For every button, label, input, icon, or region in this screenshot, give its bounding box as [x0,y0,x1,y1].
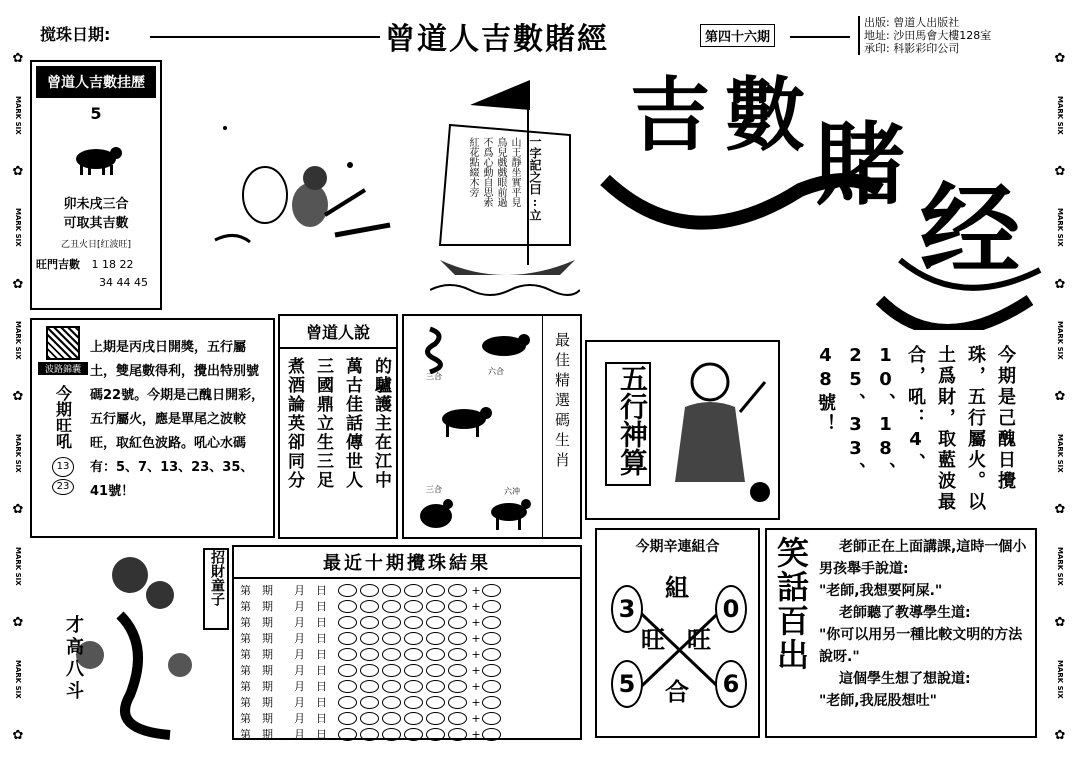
ball-slot [448,680,467,693]
flower-icon: ✿ [1054,51,1066,66]
history-label: 月 [294,728,305,741]
plus-sign: + [471,695,481,709]
ball-slot [448,664,467,677]
ball-slot [338,664,357,677]
border-mark-text: MARK SIX [1056,321,1064,360]
ball-slot [448,712,467,725]
ball-slot [426,664,445,677]
plus-sign: + [471,583,481,597]
ball-slot [426,712,445,725]
lucky-calendar-panel [30,60,162,310]
border-mark-text: MARK SIX [14,321,22,360]
ball-slot [448,648,467,661]
ball-slot [404,584,423,597]
history-row [240,694,574,710]
plus-sign: + [471,679,481,693]
zodiac-side-text: 最佳精選碼生肖 [553,332,571,472]
ball-slot [360,632,379,645]
history-table [232,545,582,740]
wave-heading: 今期旺吼 [53,385,73,449]
kid-caption: 才高八斗 [63,615,84,703]
history-label: 日 [316,600,327,613]
draw-date-label: 搅珠日期: [40,25,111,44]
history-label: 月 [294,600,305,613]
history-label: 期 [262,664,273,677]
lucky-row1: 1 18 22 [91,258,134,271]
border-mark-text: MARK SIX [1056,546,1064,586]
left-border-strip [8,52,28,742]
calendar-line2: 可取其吉數 [63,216,129,231]
special-ball-slot [482,632,501,645]
special-ball-slot [482,664,501,677]
history-label: 月 [294,648,305,661]
wave-label: 波路錦囊 [38,362,88,375]
plus-sign: + [471,599,481,613]
border-mark-text: MARK SIX [14,546,22,586]
flower-icon: ✿ [12,615,24,631]
flower-icon: ✿ [1054,502,1066,518]
ball-slot [360,584,379,597]
plus-sign: + [471,631,481,645]
history-label: 第 [240,664,251,677]
history-row [240,582,574,598]
special-ball-slot [482,616,501,629]
ball-slot [360,616,379,629]
history-label: 日 [316,648,327,661]
special-ball-slot [482,712,501,725]
header-rule [150,36,380,38]
zodiac-label-3: 三合 [426,485,442,494]
printer: 承印: 科影彩印公司 [864,42,960,55]
header-rule [790,36,850,38]
history-row [240,630,574,646]
joke-panel [765,528,1037,738]
sail-poem-1: 山王靜坐實平見 [509,137,520,207]
zodiac-label-2: 六合 [488,367,504,376]
combo-char-right: 旺 [687,625,711,654]
ox-icon [66,137,126,177]
special-ball-slot [482,648,501,661]
joke-text-2: 老師聽了教導學生道: [839,605,971,621]
history-label: 第 [240,728,251,741]
ball-slot [426,616,445,629]
history-label: 第 [240,584,251,597]
history-title: 最近十期攪珠結果 [234,547,580,579]
combo-char-top: 組 [665,573,689,602]
ball-slot [448,616,467,629]
border-mark-text: MARK SIX [1056,208,1064,248]
lucky-ball-1: 13 [52,457,74,477]
ball-slot [382,616,401,629]
ball-slot [404,712,423,725]
publisher: 出版: 曾道人出版社 [864,16,960,29]
ball-slot [360,600,379,613]
ball-slot [426,728,445,741]
flower-icon: ✿ [12,502,24,518]
history-label: 日 [316,584,327,597]
history-row [240,710,574,726]
joke-title: 笑話百出 [772,536,810,672]
ox-icon [434,401,494,441]
history-label: 日 [316,712,327,725]
zeng-column-2: 萬古佳話傳世人 [342,357,362,490]
combo-number-3: 5 [611,660,643,708]
ball-slot [338,712,357,725]
border-mark-text: MARK SIX [14,659,22,699]
history-label: 期 [262,648,273,661]
ball-slot [448,728,467,741]
joke-quote-3: "老師,我屁股想吐" [819,693,937,709]
ball-slot [338,728,357,741]
history-label: 期 [262,728,273,741]
ball-slot [382,584,401,597]
ball-slot [382,632,401,645]
ball-slot [448,600,467,613]
publisher-info [858,16,991,55]
ball-slot [448,584,467,597]
ball-slot [426,648,445,661]
history-row [240,598,574,614]
wuxing-panel [585,340,780,520]
border-mark-text: MARK SIX [1056,434,1064,473]
joke-quote-2: "你可以用另一種比較文明的方法說呀." [819,627,1023,665]
special-ball-slot [482,600,501,613]
combo-number-1: 3 [611,585,643,633]
issue-number: 第四十六期 [700,24,775,47]
wave-tips-panel [30,318,275,538]
border-mark-text: MARK SIX [1056,659,1064,699]
combo-number-4: 6 [715,660,747,708]
deity-figure [655,352,775,512]
zeng-column-1: 的驢護主在江中 [371,357,391,490]
history-label: 期 [262,600,273,613]
combo-number-2: 0 [715,585,747,633]
history-label: 日 [316,664,327,677]
goat-icon [484,494,534,534]
ball-slot [404,680,423,693]
history-label: 月 [294,616,305,629]
special-ball-slot [482,584,501,597]
history-label: 日 [316,632,327,645]
flower-icon: ✿ [12,276,24,292]
ball-slot [382,728,401,741]
ball-slot [404,648,423,661]
monkey-illustration [205,110,395,260]
history-row [240,614,574,630]
zeng-says-title: 曾道人說 [280,316,396,349]
ball-slot [404,664,423,677]
zeng-column-4: 煮酒論英卻同分 [284,357,304,490]
border-mark-text: MARK SIX [14,208,22,248]
rooster-icon [414,494,459,534]
ball-slot [426,600,445,613]
history-label: 第 [240,648,251,661]
flower-icon: ✿ [12,51,24,66]
history-row [240,678,574,694]
calendar-number: 5 [90,104,102,123]
history-label: 期 [262,632,273,645]
ball-slot [382,680,401,693]
history-label: 第 [240,616,251,629]
lucky-ball-2: 23 [52,479,74,495]
combo-panel [595,528,760,738]
history-label: 第 [240,696,251,709]
sail-poem-2: 鳥兒戲戲眼前過 [495,137,506,207]
sailboat-panel [430,75,580,300]
ball-slot [382,664,401,677]
ball-slot [360,712,379,725]
title-char-shu: 數 [725,68,805,162]
history-label: 日 [316,616,327,629]
special-ball-slot [482,696,501,709]
zodiac-label-4: 六冲 [504,487,520,496]
calendar-line1: 卯未戌三合 [63,197,129,212]
ball-slot [404,616,423,629]
flower-icon: ✿ [1054,615,1066,631]
ball-slot [382,696,401,709]
history-label: 月 [294,696,305,709]
history-label: 月 [294,584,305,597]
history-label: 第 [240,632,251,645]
page-title: 曾道人吉數賭經 [385,22,609,57]
lucky-kid-panel [30,545,210,740]
plus-sign: + [471,727,481,741]
joke-quote-1: "老師,我想要阿屎." [819,583,943,599]
border-mark-text: MARK SIX [14,434,22,473]
ball-slot [426,680,445,693]
history-label: 日 [316,680,327,693]
joke-text-1: 老師正在上面講課,這時一個小男孩舉手說道: [819,539,1027,577]
flower-icon: ✿ [12,389,24,405]
zeng-says-panel [278,314,398,539]
ball-slot [426,696,445,709]
flower-icon: ✿ [12,727,24,743]
ball-slot [404,632,423,645]
ball-slot [338,584,357,597]
sail-title: 一字記之曰:立 [528,135,542,221]
lucky-row2: 34 44 45 [99,276,148,289]
zeng-column-3: 三國鼎立生三足 [313,357,333,490]
ball-slot [338,616,357,629]
combo-char-left: 旺 [641,625,665,654]
wave-text: 上期是丙戌日開獎，五行屬土，雙尾數得利，攪出特別號碼22號。今期是己醜日開彩，五行屬火，應是單尾之波較旺，取紅色波路。吼心水碼有：5、7、13、23、35、41號！ [90,340,265,499]
title-char-du: 賭 [815,112,905,218]
lucky-label: 旺門吉數 [36,258,80,271]
joke-text-3: 這個學生想了想說道: [839,671,971,687]
calendar-line3: 乙丑火日[红波旺] [60,240,132,250]
address: 地址: 沙田馬會大樓128室 [864,29,992,42]
ball-slot [338,632,357,645]
flower-icon: ✿ [1054,163,1066,179]
ball-slot [338,696,357,709]
ball-slot [360,680,379,693]
ball-slot [448,696,467,709]
ball-slot [426,632,445,645]
kid-label: 招財童子 [203,548,229,630]
ball-slot [382,648,401,661]
flower-icon: ✿ [12,163,24,179]
plus-sign: + [471,647,481,661]
combo-char-bottom: 合 [665,677,689,706]
sail-poem-3: 不爲心動自思索 [481,137,492,207]
big-title-block [600,60,1045,330]
calendar-title: 曾道人吉數挂歷 [36,66,156,98]
combo-title: 今期辛連組合 [635,539,720,555]
history-label: 月 [294,680,305,693]
sail-poem-4: 紅花點綴木旁 [467,137,478,197]
history-label: 日 [316,728,327,741]
flower-icon: ✿ [1054,276,1066,292]
right-border-strip [1050,52,1070,742]
history-label: 第 [240,712,251,725]
zodiac-panel [402,314,582,539]
ball-slot [448,632,467,645]
special-ball-slot [482,728,501,741]
history-row [240,726,574,742]
plus-sign: + [471,615,481,629]
history-label: 期 [262,616,273,629]
history-label: 日 [316,696,327,709]
ball-slot [404,728,423,741]
history-label: 月 [294,712,305,725]
rat-icon [474,326,534,361]
history-row [240,662,574,678]
flower-icon: ✿ [1054,389,1066,405]
wuxing-text: 今期是己醜日攪珠，五行屬火。以土爲財，取藍波最合，吼：4、10、18、25、33、48號！ [815,345,1016,513]
history-label: 期 [262,696,273,709]
history-label: 第 [240,600,251,613]
plus-sign: + [471,711,481,725]
ball-slot [382,712,401,725]
plus-sign: + [471,663,481,677]
history-label: 期 [262,584,273,597]
history-row [240,646,574,662]
special-ball-slot [482,680,501,693]
ball-slot [404,696,423,709]
history-label: 第 [240,680,251,693]
flower-icon: ✿ [1054,727,1066,743]
history-label: 期 [262,712,273,725]
history-label: 月 [294,664,305,677]
history-label: 期 [262,680,273,693]
ball-slot [338,648,357,661]
zodiac-label-1: 三合 [426,372,442,381]
ball-slot [360,648,379,661]
title-char-jing: 经 [920,171,1020,289]
ball-slot [338,680,357,693]
snake-icon [410,324,450,374]
ball-slot [360,696,379,709]
border-mark-text: MARK SIX [1056,95,1064,135]
ball-slot [426,584,445,597]
history-label: 月 [294,632,305,645]
ball-slot [360,664,379,677]
ball-slot [360,728,379,741]
ball-slot [382,600,401,613]
title-char-ji: 吉 [630,68,710,162]
ball-slot [404,600,423,613]
wave-icon [46,326,80,360]
joke-text [819,536,1033,712]
border-mark-text: MARK SIX [14,95,22,135]
ball-slot [338,600,357,613]
wuxing-title: 五行神算 [605,362,651,486]
